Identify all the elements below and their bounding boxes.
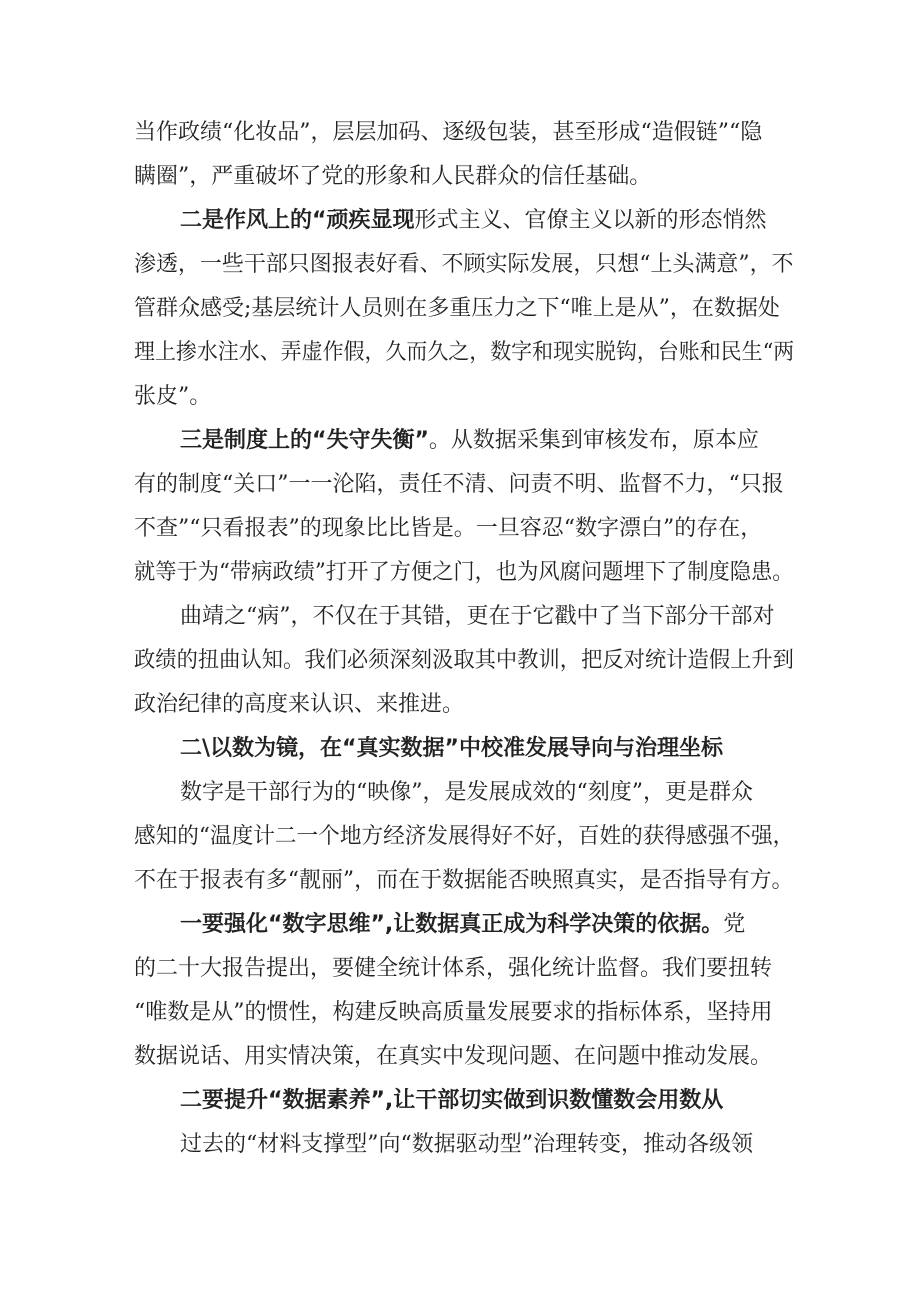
body-text: 政治纪律的高度来认识、来推进。: [134, 692, 465, 717]
body-text: 渗透，一些干部只图报表好看、不顾实际发展，只想“上头满意”，不: [134, 252, 794, 277]
line-text: [180, 1079, 723, 1123]
text-line: [0, 859, 920, 903]
body-text: 。从数据采集到审核发布，原本应: [428, 428, 759, 453]
bold-heading: 三是制度上的“失守失衡”: [180, 428, 429, 453]
body-text: 理上掺水注水、弄虚作假，久而久之，数字和现实脱钩，台账和民生“两: [134, 340, 795, 365]
text-line: [0, 1123, 920, 1167]
text-line: [0, 287, 920, 331]
text-line: [0, 771, 920, 815]
line-text: [134, 639, 794, 683]
body-text: 数据说话、用实情决策，在真实中发现问题、在问题中推动发展。: [134, 1044, 773, 1069]
line-text: [134, 1035, 772, 1079]
text-line: [0, 375, 920, 419]
text-line: [0, 947, 920, 991]
text-line: [0, 111, 920, 155]
line-text: [180, 771, 753, 815]
body-text: 形式主义、官僚主义以新的形态悄然: [414, 208, 767, 233]
bold-heading: 二是作风上的“顽疾显现: [180, 208, 415, 233]
text-line: [0, 991, 920, 1035]
body-text: 感知的“温度计二一个地方经济发展得好不好，百姓的获得感强不强，: [134, 824, 795, 849]
body-text: 不查”“只看报表”的现象比比皆是。一旦容忍“数字漂白”的存在，: [134, 516, 763, 541]
line-text: [134, 111, 762, 155]
body-text: 瞒圈”，严重破坏了党的形象和人民群众的信任基础。: [134, 164, 652, 189]
line-text: [134, 815, 794, 859]
text-line: [0, 551, 920, 595]
text-line: [0, 903, 920, 947]
line-text: [134, 463, 784, 507]
body-text: 不在于报表有多“靓丽”，而在于数据能否映照真实，是否指导有方。: [134, 868, 794, 893]
text-line: [0, 1035, 920, 1079]
body-text: “唯数是从”的惯性，构建反映高质量发展要求的指标体系，坚持用: [134, 1000, 773, 1025]
text-line: [0, 727, 920, 771]
line-text: [180, 903, 745, 947]
line-text: [180, 1123, 753, 1167]
body-text: 党: [723, 912, 746, 937]
text-line: [0, 419, 920, 463]
body-text: 管群众感受;基层统计人员则在多重压力之下“唯上是从”，在数据处: [134, 296, 780, 321]
body-text: 有的制度“关口”一一沦陷，责任不清、问责不明、监督不力，“只报: [134, 472, 784, 497]
text-line: [0, 199, 920, 243]
body-text: 当作政绩“化妆品”，层层加码、逐级包装，甚至形成“造假链”“隐: [134, 120, 763, 145]
line-text: [180, 727, 723, 771]
line-text: [134, 507, 762, 551]
body-text: 的二十大报告提出，要健全统计体系，强化统计监督。我们要扭转: [134, 956, 773, 981]
line-text: [180, 199, 766, 243]
body-text: 张皮”。: [134, 384, 212, 409]
text-line: [0, 463, 920, 507]
line-text: [134, 331, 794, 375]
body-text: 过去的“材料支撑型”向“数据驱动型”治理转变，推动各级领: [180, 1132, 753, 1157]
text-line: [0, 639, 920, 683]
line-text: [134, 991, 773, 1035]
text-line: [0, 1079, 920, 1123]
line-text: [180, 595, 775, 639]
bold-heading: 二要提升“数据素养”,让干部切实做到识数懂数会用数从: [180, 1088, 724, 1113]
line-text: [134, 243, 794, 287]
text-line: [0, 243, 920, 287]
text-line: [0, 595, 920, 639]
bold-heading: 一要强化“数字思维”,让数据真正成为科学决策的依据。: [180, 912, 724, 937]
body-text: 就等于为“带病政绩”打开了方便之门，也为风腐问题埋下了制度隐患。: [134, 560, 794, 585]
bold-heading: 二\以数为镜，在“真实数据”中校准发展导向与治理坐标: [180, 736, 723, 761]
text-line: [0, 815, 920, 859]
text-line: [0, 155, 920, 199]
line-text: [134, 155, 651, 199]
line-text: [134, 683, 464, 727]
line-text: [134, 947, 772, 991]
body-text: 曲靖之“病”，不仅在于其错，更在于它戳中了当下部分干部对: [180, 604, 775, 629]
line-text: [134, 859, 794, 903]
text-line: [0, 331, 920, 375]
body-text: 政绩的扭曲认知。我们必须深刻汲取其中教训，把反对统计造假上升到: [134, 648, 794, 673]
text-line: [0, 507, 920, 551]
line-text: [134, 551, 793, 595]
line-text: [134, 287, 780, 331]
line-text: [134, 375, 211, 419]
text-line: [0, 683, 920, 727]
line-text: [180, 419, 759, 463]
body-text: 数字是干部行为的“映像”，是发展成效的“刻度”，更是群众: [180, 780, 753, 805]
